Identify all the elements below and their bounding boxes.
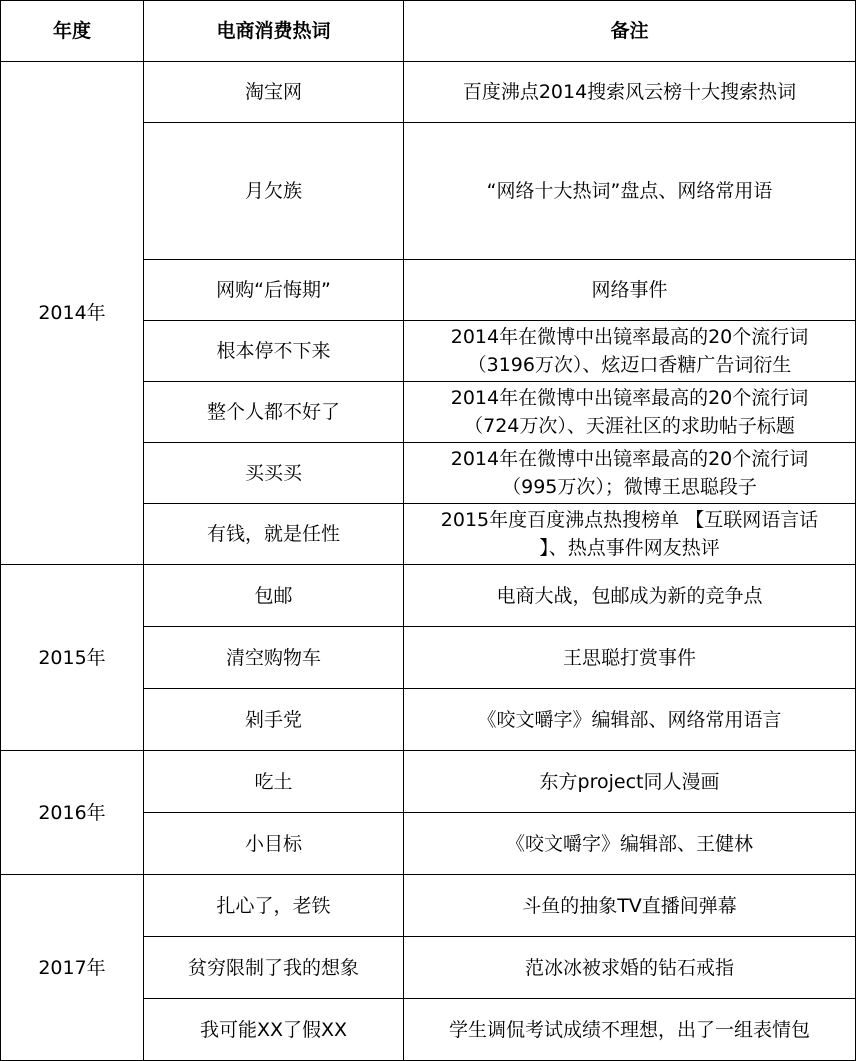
note-cell [404, 62, 856, 123]
term-cell: 吃土 [144, 751, 404, 813]
table-row [1, 875, 856, 937]
year-cell: 2017年 [1, 875, 144, 1061]
note-cell [404, 999, 856, 1061]
term-cell: 网购“后悔期” [144, 260, 404, 321]
term-cell: 月欠族 [144, 123, 404, 260]
term-cell: 扎心了，老铁 [144, 875, 404, 937]
note-text: 百度沸点2014搜索风云榜十大搜索热词 [462, 81, 797, 103]
term-cell: 我可能XX了假XX [144, 999, 404, 1061]
note-text: 2014年在微博中出镜率最高的20个流行词 （3196万次）、炫迈口香糖广告词衍生 [450, 326, 809, 376]
note-cell [404, 382, 856, 443]
note-cell [404, 123, 856, 260]
term-cell: 整个人都不好了 [144, 382, 404, 443]
term-cell: 包邮 [144, 565, 404, 627]
year-cell: 2015年 [1, 565, 144, 751]
table-row [1, 62, 856, 123]
term-cell: 淘宝网 [144, 62, 404, 123]
header-row [1, 1, 856, 62]
note-text: 学生调侃考试成绩不理想，出了一组表情包 [448, 1018, 810, 1041]
term-cell: 有钱，就是任性 [144, 504, 404, 565]
note-cell [404, 813, 856, 875]
note-text: “网络十大热词”盘点、网络常用语 [486, 180, 773, 202]
table-row [1, 751, 856, 813]
note-cell [404, 937, 856, 999]
note-cell [404, 321, 856, 382]
note-cell [404, 689, 856, 751]
note-cell [404, 875, 856, 937]
term-cell: 剁手党 [144, 689, 404, 751]
note-text: 范冰冰被求婚的钻石戒指 [524, 956, 734, 979]
note-cell [404, 751, 856, 813]
note-text: 《咬文嚼字》编辑部、网络常用语言 [477, 708, 782, 731]
note-text: 2015年度百度沸点热搜榜单 【互联网语言话 】、热点事件网友热评 [440, 509, 819, 559]
header-year: 年度 [1, 1, 144, 62]
note-text: 《咬文嚼字》编辑部、王健林 [505, 832, 753, 855]
year-cell: 2014年 [1, 62, 144, 565]
note-cell [404, 260, 856, 321]
note-text: 网络事件 [591, 279, 668, 301]
note-text: 电商大战，包邮成为新的竞争点 [496, 584, 763, 607]
header-note: 备注 [404, 1, 856, 62]
note-cell [404, 627, 856, 689]
note-cell [404, 565, 856, 627]
note-text: 东方project同人漫画 [539, 770, 720, 793]
note-text: 王思聪打赏事件 [562, 646, 696, 669]
header-term: 电商消费热词 [144, 1, 404, 62]
year-cell: 2016年 [1, 751, 144, 875]
note-text: 2014年在微博中出镜率最高的20个流行词 （995万次）；微博王思聪段子 [450, 448, 809, 498]
term-cell: 清空购物车 [144, 627, 404, 689]
term-cell: 贫穷限制了我的想象 [144, 937, 404, 999]
term-cell: 根本停不下来 [144, 321, 404, 382]
table-row [1, 565, 856, 627]
term-cell: 买买买 [144, 443, 404, 504]
note-text: 2014年在微博中出镜率最高的20个流行词 （724万次）、天涯社区的求助帖子标题 [450, 387, 809, 437]
note-text: 斗鱼的抽象TV直播间弹幕 [522, 894, 737, 917]
note-cell [404, 443, 856, 504]
note-cell [404, 504, 856, 565]
term-cell: 小目标 [144, 813, 404, 875]
